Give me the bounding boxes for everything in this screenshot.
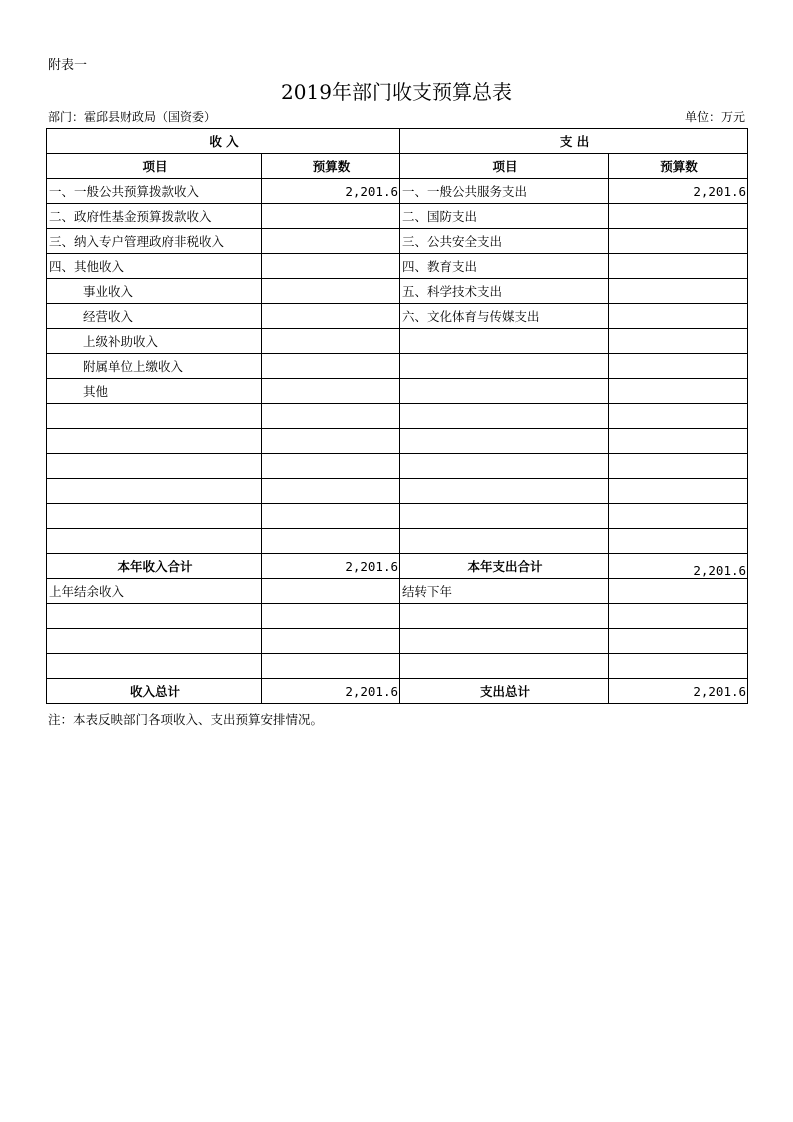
carryover-row	[47, 579, 748, 604]
expense-amount-cell: 2,201.6	[609, 179, 748, 204]
carry-forward-label: 结转下年	[400, 579, 609, 604]
table-row	[47, 229, 748, 254]
empty-row	[47, 479, 748, 504]
expense-item-cell	[400, 329, 609, 354]
table-row	[47, 179, 748, 204]
income-amount-cell	[262, 379, 400, 404]
expense-section-header: 支 出	[400, 129, 748, 154]
empty-row	[47, 604, 748, 629]
expense-item-header: 项目	[400, 154, 609, 179]
expense-amount-header: 预算数	[609, 154, 748, 179]
expense-amount-cell	[609, 354, 748, 379]
prior-year-balance-label: 上年结余收入	[47, 579, 262, 604]
expense-item-cell: 六、文化体育与传媒支出	[400, 304, 609, 329]
income-amount-header: 预算数	[262, 154, 400, 179]
table-row	[47, 329, 748, 354]
expense-amount-cell	[609, 379, 748, 404]
expense-item-cell: 二、国防支出	[400, 204, 609, 229]
table-row	[47, 379, 748, 404]
empty-row	[47, 504, 748, 529]
table-row	[47, 204, 748, 229]
table-note: 注：本表反映部门各项收入、支出预算安排情况。	[48, 712, 324, 727]
empty-row	[47, 404, 748, 429]
expense-amount-cell	[609, 254, 748, 279]
table-row	[47, 254, 748, 279]
income-amount-cell	[262, 204, 400, 229]
expense-item-cell: 一、一般公共服务支出	[400, 179, 609, 204]
expense-item-cell	[400, 354, 609, 379]
income-item-cell: 其他	[47, 379, 262, 404]
expense-grand-total-label: 支出总计	[400, 679, 609, 704]
income-item-cell: 上级补助收入	[47, 329, 262, 354]
income-section-header: 收 入	[47, 129, 400, 154]
empty-row	[47, 429, 748, 454]
income-amount-cell	[262, 329, 400, 354]
income-grand-total-amount: 2,201.6	[262, 679, 400, 704]
income-amount-cell	[262, 229, 400, 254]
page-title: 2019年部门收支预算总表	[281, 80, 512, 104]
income-amount-cell	[262, 279, 400, 304]
year-total-row	[47, 554, 748, 579]
income-item-cell: 经营收入	[47, 304, 262, 329]
expense-amount-cell	[609, 304, 748, 329]
income-item-header: 项目	[47, 154, 262, 179]
attachment-label: 附表一	[48, 58, 88, 73]
year-income-total-amount: 2,201.6	[262, 554, 400, 579]
expense-item-cell: 三、公共安全支出	[400, 229, 609, 254]
unit-label: 单位：万元	[684, 110, 745, 124]
empty-row	[47, 454, 748, 479]
table-row	[47, 304, 748, 329]
income-amount-cell	[262, 354, 400, 379]
income-item-cell: 附属单位上缴收入	[47, 354, 262, 379]
expense-item-cell	[400, 379, 609, 404]
income-amount-cell: 2,201.6	[262, 179, 400, 204]
expense-amount-cell	[609, 204, 748, 229]
expense-amount-cell	[609, 329, 748, 354]
empty-row	[47, 529, 748, 554]
income-item-cell: 四、其他收入	[47, 254, 262, 279]
year-expense-total-amount: 2,201.6	[609, 554, 748, 579]
empty-row	[47, 629, 748, 654]
expense-amount-cell	[609, 279, 748, 304]
income-item-cell: 一、一般公共预算拨款收入	[47, 179, 262, 204]
income-amount-cell	[262, 304, 400, 329]
income-item-cell: 事业收入	[47, 279, 262, 304]
table-row	[47, 279, 748, 304]
grand-total-row	[47, 679, 748, 704]
year-income-total-label: 本年收入合计	[47, 554, 262, 579]
income-item-cell: 二、政府性基金预算拨款收入	[47, 204, 262, 229]
budget-summary-table	[46, 128, 748, 704]
expense-amount-cell	[609, 229, 748, 254]
table-row	[47, 354, 748, 379]
income-grand-total-label: 收入总计	[47, 679, 262, 704]
year-expense-total-label: 本年支出合计	[400, 554, 609, 579]
income-item-cell: 三、纳入专户管理政府非税收入	[47, 229, 262, 254]
expense-item-cell: 五、科学技术支出	[400, 279, 609, 304]
income-amount-cell	[262, 254, 400, 279]
expense-grand-total-amount: 2,201.6	[609, 679, 748, 704]
empty-row	[47, 654, 748, 679]
expense-item-cell: 四、教育支出	[400, 254, 609, 279]
department-label: 部门：霍邱县财政局（国资委）	[48, 110, 217, 124]
